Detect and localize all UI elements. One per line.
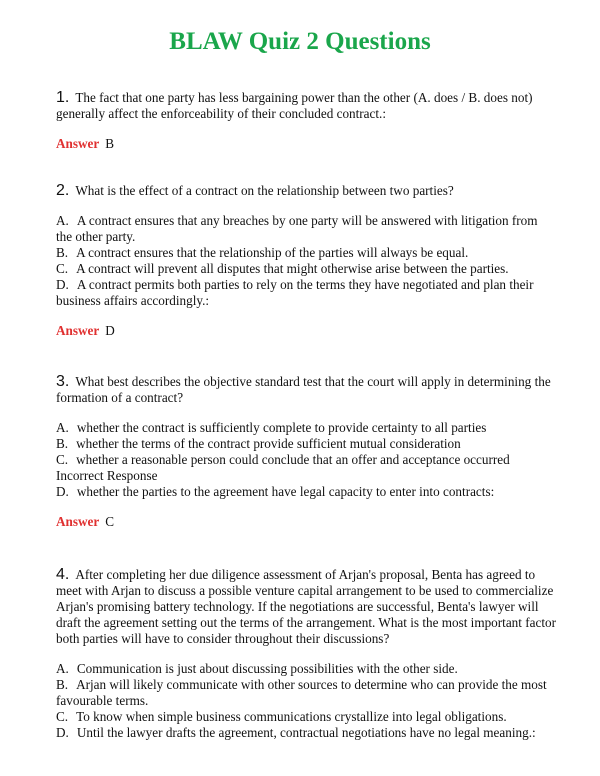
option-letter: A. <box>56 661 69 676</box>
question-body: What best describes the objective standard test that the court will apply in determining the formation of a contract? <box>56 374 551 405</box>
option-text: A contract ensures that any breaches by one party will be answered with litigation from the other party. <box>56 213 538 244</box>
option-b <box>56 245 556 261</box>
question-1 <box>56 90 556 152</box>
option-text: A contract ensures that the relationship of the parties will always be equal. <box>76 245 469 260</box>
answer-value: D <box>105 323 115 338</box>
option-d <box>56 484 556 500</box>
option-letter: C. <box>56 452 69 467</box>
options-list <box>56 661 556 741</box>
answer-line <box>56 136 556 152</box>
answer-line <box>56 514 556 530</box>
question-body: After completing her due diligence assessment of Arjan's proposal, Benta has agreed to meet with Arjan to discuss a possible venture capital arrangement to be used to commercialize Arjan's promising battery technology. If the negotiations are successful, Benta's lawyer will draft the agreement setting out the terms of the arrangement. What is the most important factor both parties will have to consider throughout their discussions? <box>56 567 556 646</box>
option-a <box>56 661 556 677</box>
option-a <box>56 213 556 245</box>
answer-value: C <box>105 514 115 529</box>
question-2 <box>56 183 556 339</box>
option-a <box>56 420 556 436</box>
answer-label: Answer <box>56 514 100 529</box>
option-text: whether the contract is sufficiently complete to provide certainty to all parties <box>76 420 487 435</box>
option-letter: B. <box>56 245 69 260</box>
option-letter: B. <box>56 436 69 451</box>
question-4 <box>56 567 556 741</box>
answer-label: Answer <box>56 323 100 338</box>
option-c <box>56 452 556 484</box>
answer-label: Answer <box>56 136 100 151</box>
question-body: The fact that one party has less bargaining power than the other (A. does / B. does not) generally affect the enforceability of their concluded contract.: <box>56 90 533 121</box>
option-letter: B. <box>56 677 69 692</box>
question-number: 2. <box>56 182 70 199</box>
option-c <box>56 709 556 725</box>
option-letter: A. <box>56 213 69 228</box>
question-number: 1. <box>56 89 70 106</box>
option-text: A contract will prevent all disputes that might otherwise arise between the parties. <box>76 261 509 276</box>
answer-value: B <box>105 136 115 151</box>
option-b <box>56 677 556 709</box>
option-letter: D. <box>56 484 69 499</box>
question-text <box>56 374 556 406</box>
page-title: BLAW Quiz 2 Questions <box>169 28 431 55</box>
question-text <box>56 567 556 647</box>
option-text: whether the terms of the contract provide sufficient mutual consideration <box>76 436 461 451</box>
answer-line <box>56 323 556 339</box>
options-list <box>56 420 556 500</box>
option-text: To know when simple business communications crystallize into legal obligations. <box>76 709 507 724</box>
option-letter: A. <box>56 420 69 435</box>
question-text <box>56 183 556 199</box>
option-letter: D. <box>56 725 69 740</box>
question-body: What is the effect of a contract on the relationship between two parties? <box>75 183 454 198</box>
option-letter: D. <box>56 277 69 292</box>
question-number: 4. <box>56 566 70 583</box>
option-letter: C. <box>56 709 69 724</box>
option-text: whether the parties to the agreement have legal capacity to enter into contracts: <box>76 484 495 499</box>
option-text: Until the lawyer drafts the agreement, contractual negotiations have no legal meaning.: <box>76 725 536 740</box>
option-text: Communication is just about discussing possibilities with the other side. <box>76 661 458 676</box>
question-number: 3. <box>56 373 70 390</box>
options-list <box>56 213 556 309</box>
option-d <box>56 725 556 741</box>
option-b <box>56 436 556 452</box>
question-text <box>56 90 556 122</box>
option-text: A contract permits both parties to rely on the terms they have negotiated and plan their business affairs accordingly.: <box>56 277 534 308</box>
question-3 <box>56 374 556 530</box>
option-letter: C. <box>56 261 69 276</box>
option-text: Arjan will likely communicate with other sources to determine who can provide the most favourable terms. <box>56 677 547 708</box>
option-d <box>56 277 556 309</box>
option-c <box>56 261 556 277</box>
option-text: whether a reasonable person could conclude that an offer and acceptance occurred Incorrect Response <box>56 452 510 483</box>
